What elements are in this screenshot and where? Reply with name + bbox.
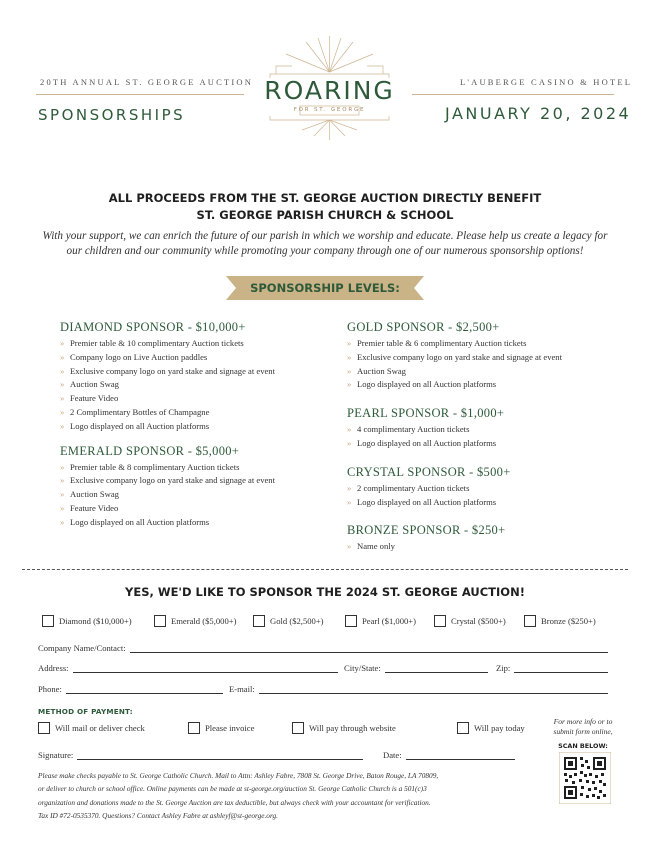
checkbox-box[interactable] [457, 722, 469, 734]
pay-today-checkbox[interactable] [457, 722, 525, 734]
date-field[interactable] [383, 750, 515, 760]
checkbox-label: Will pay through website [309, 723, 396, 733]
checkbox-label: Bronze ($250+) [541, 616, 596, 626]
gold-checkbox[interactable] [253, 615, 324, 627]
checkbox-label: Will mail or deliver check [55, 723, 145, 733]
footnote-line-2: or deliver to church or school office. Online payments can be made at st-george.org/auction St. George Catholic Church is a 501(c)3 [38, 784, 427, 794]
phone-input-line[interactable] [66, 684, 223, 694]
footnote-line-4: Tax ID #72-0535370. Questions? Contact Ashley Fabre at ashleyf@st-george.org. [38, 810, 278, 820]
list-item: » Exclusive company logo on yard stake and signage at event [60, 474, 330, 488]
date-label: Date: [383, 750, 402, 760]
payment-instructions [38, 769, 538, 822]
checkbox-label: Gold ($2,500+) [270, 616, 324, 626]
sponsor-level-options [42, 615, 622, 631]
gold-benefits [347, 337, 617, 392]
checkbox-box[interactable] [434, 615, 446, 627]
city-state-label: City/State: [344, 663, 381, 673]
checkbox-box[interactable] [292, 722, 304, 734]
zip-field[interactable] [496, 663, 608, 673]
list-item: » 2 Complimentary Bottles of Champagne [60, 406, 330, 420]
signature-field[interactable] [38, 750, 363, 760]
more-info-text: For more info or to submit form online, [553, 717, 613, 736]
header-rule-right [412, 94, 614, 95]
logo-subtitle: FOR ST. GEORGE [293, 107, 366, 113]
list-item: » Logo displayed on all Auction platforms [60, 420, 330, 434]
list-item: » 2 complimentary Auction tickets [347, 482, 617, 496]
diamond-title: DIAMOND SPONSOR - $10,000+ [60, 320, 246, 334]
headline-line-1: ALL PROCEEDS FROM THE ST. GEORGE AUCTION DIRECTLY BENEFIT [108, 191, 542, 205]
cut-line-divider [22, 569, 628, 570]
bronze-benefits [347, 540, 617, 554]
list-item: » Exclusive company logo on yard stake and signage at event [60, 365, 330, 379]
mail-check-checkbox[interactable] [38, 722, 145, 734]
signature-input-line[interactable] [77, 750, 363, 760]
checkbox-label: Crystal ($500+) [451, 616, 506, 626]
bronze-title: BRONZE SPONSOR - $250+ [347, 523, 506, 538]
emerald-title: EMERALD SPONSOR - $5,000+ [60, 443, 240, 458]
list-item: » Logo displayed on all Auction platforms [60, 516, 330, 530]
invoice-checkbox[interactable] [188, 722, 254, 734]
checkbox-box[interactable] [524, 615, 536, 627]
list-item: » Feature Video [60, 502, 330, 516]
annual-label: 20TH ANNUAL ST. GEORGE AUCTION [40, 77, 254, 87]
checkbox-box[interactable] [253, 615, 265, 627]
form-title: YES, WE'D LIKE TO SPONSOR THE 2024 ST. GEORGE AUCTION! [125, 585, 525, 599]
gold-title: GOLD SPONSOR - $2,500+ [347, 320, 500, 334]
footnote-line-3: organization and donations made to the St. George Auction are tax deductible, but always check with your accountant for verification. [38, 797, 431, 807]
zip-input-line[interactable] [514, 663, 608, 673]
list-item: » Auction Swag [347, 365, 617, 379]
checkbox-box[interactable] [188, 722, 200, 734]
city-state-input-line[interactable] [385, 663, 488, 673]
list-item: » Auction Swag [60, 378, 330, 392]
checkbox-box[interactable] [42, 615, 54, 627]
address-field[interactable] [38, 663, 338, 673]
email-label: E-mail: [229, 684, 255, 694]
pearl-checkbox[interactable] [345, 615, 416, 627]
company-field[interactable] [38, 643, 608, 653]
roaring-logo [262, 36, 397, 140]
list-item: » Name only [347, 540, 617, 554]
list-item: » Premier table & 10 complimentary Auction tickets [60, 337, 330, 351]
qr-code[interactable] [559, 752, 611, 804]
list-item: » Feature Video [60, 392, 330, 406]
sponsorships-title: SPONSORSHIPS [38, 106, 186, 124]
payment-method-title: METHOD OF PAYMENT: [38, 707, 133, 716]
checkbox-box[interactable] [38, 722, 50, 734]
list-item: » Company logo on Live Auction paddles [60, 351, 330, 365]
date-input-line[interactable] [406, 750, 515, 760]
emerald-benefits [60, 461, 330, 530]
city-state-field[interactable] [344, 663, 488, 673]
intro-line-2: our children and our community while promoting your company through one of our numerous sponsorship options! [66, 245, 584, 257]
header-rule-left [36, 94, 244, 95]
crystal-checkbox[interactable] [434, 615, 506, 627]
headline-line-2: ST. GEORGE PARISH CHURCH & SCHOOL [196, 208, 454, 222]
list-item: » Logo displayed on all Auction platforms [347, 437, 617, 451]
sponsorship-levels-banner [226, 276, 424, 300]
pearl-benefits [347, 423, 617, 451]
website-checkbox[interactable] [292, 722, 396, 734]
sponsorship-levels-label: SPONSORSHIP LEVELS: [250, 281, 400, 295]
event-date: JANUARY 20, 2024 [445, 104, 632, 123]
list-item: » Logo displayed on all Auction platforms [347, 378, 617, 392]
checkbox-label: Emerald ($5,000+) [171, 616, 237, 626]
checkbox-label: Will pay today [474, 723, 525, 733]
list-item: » Exclusive company logo on yard stake and signage at event [347, 351, 617, 365]
address-input-line[interactable] [73, 663, 338, 673]
bronze-checkbox[interactable] [524, 615, 596, 627]
levels-left-column [60, 320, 330, 540]
qr-code-icon [559, 752, 611, 804]
signature-label: Signature: [38, 750, 74, 760]
checkbox-label: Diamond ($10,000+) [59, 616, 132, 626]
company-input-line[interactable] [130, 643, 608, 653]
checkbox-label: Pearl ($1,000+) [362, 616, 417, 626]
venue-label: L'AUBERGE CASINO & HOTEL [460, 77, 633, 87]
crystal-title: CRYSTAL SPONSOR - $500+ [347, 464, 511, 479]
crystal-benefits [347, 482, 617, 510]
checkbox-box[interactable] [154, 615, 166, 627]
list-item: » Premier table & 8 complimentary Auction tickets [60, 461, 330, 475]
list-item: » 4 complimentary Auction tickets [347, 423, 617, 437]
scan-below-label: SCAN BELOW: [558, 742, 608, 750]
intro-line-1: With your support, we can enrich the future of our parish in which we worship and educate. Please help us create a legacy for [42, 230, 608, 242]
checkbox-label: Please invoice [205, 723, 255, 733]
levels-right-column [347, 320, 617, 564]
diamond-checkbox[interactable] [42, 615, 132, 627]
footnote-line-1: Please make checks payable to St. George Catholic Church. Mail to Attn: Ashley Fabre, 7808 St. George Drive, Baton Rouge, LA 70809, [38, 771, 439, 780]
phone-label: Phone: [38, 684, 62, 694]
email-input-line[interactable] [259, 684, 608, 694]
list-item: » Auction Swag [60, 488, 330, 502]
list-item: » Premier table & 6 complimentary Auction tickets [347, 337, 617, 351]
list-item: » Logo displayed on all Auction platforms [347, 496, 617, 510]
company-label: Company Name/Contact: [38, 643, 126, 653]
checkbox-box[interactable] [345, 615, 357, 627]
email-field[interactable] [229, 684, 608, 694]
logo-word: ROARING [264, 76, 395, 105]
pearl-title: PEARL SPONSOR - $1,000+ [347, 406, 505, 421]
emerald-checkbox[interactable] [154, 615, 236, 627]
address-label: Address: [38, 663, 69, 673]
phone-field[interactable] [38, 684, 223, 694]
diamond-benefits [60, 337, 330, 434]
zip-label: Zip: [496, 663, 511, 673]
